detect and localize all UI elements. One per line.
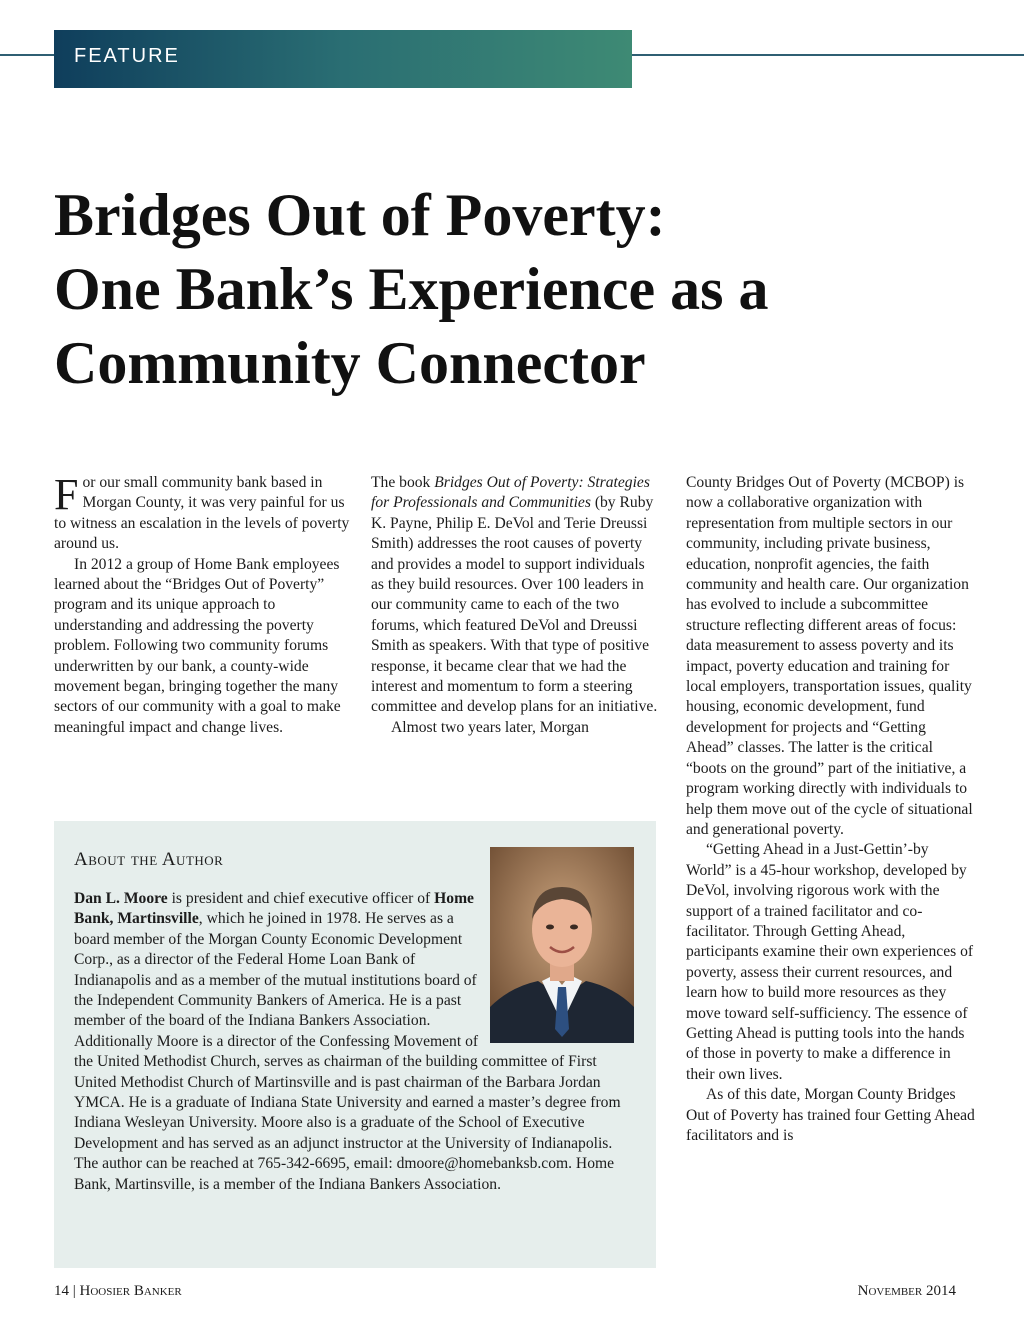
paragraph: As of this date, Morgan County Bridges Out of Poverty has trained four Getting Ahead facilitators and is xyxy=(686,1086,975,1144)
paragraph-text: (by Ruby K. Payne, Philip E. DeVol and Terie Dreussi Smith) addresses the root causes of poverty and provides a model to support individuals as they build resources. Over 100 leaders in our community came to each of the two forums, which featured DeVol and Dreussi Smith as speakers. With that type of positive response, it became clear that we had the interest and momentum to form a steering committee and develop plans for an initiative. xyxy=(371,494,658,716)
paragraph xyxy=(371,473,661,718)
footer-separator: | xyxy=(72,1283,76,1299)
feature-banner xyxy=(54,30,632,88)
drop-cap: F xyxy=(54,470,79,519)
paragraph: “Getting Ahead in a Just-Gettin’-by World” is a 45-hour workshop, developed by DeVol, involving rigorous work with the support of a trained facilitator and co-facilitator. Through Getting Ahead, participants examine their own experiences of poverty, assess their current resources, and learn how to build more resources as they move toward self-sufficiency. The essence of Getting Ahead is putting tools into the hands of those in poverty to make a difference in their own lives. xyxy=(686,841,974,1083)
about-author-heading: About the Author xyxy=(74,849,224,870)
page-number: 14 xyxy=(54,1283,69,1299)
about-author-box xyxy=(54,821,656,1268)
paragraph xyxy=(54,470,354,555)
author-bio-text: , which he joined in 1978. He serves as a board member of the Morgan County Economic Development Corp., as a director of the Federal Home Loan Bank of Indianapolis and as a member of the mutual institutions board of the Independent Community Bankers of America. He is a past member of the board of the Indiana Bankers Association. Additionally Moore is a director of the Confessing Movement of the United Methodist Church, serves as chairman of the building committee of First United Methodist Church of Martinsville and is past chairman of the Barbara Jordan YMCA. He is a graduate of Indiana State University and earned a master’s degree from Indiana Wesleyan University. Moore also is a graduate of the School of Executive Development and has served as an adjunct instructor at the University of Indianapolis. The author can be reached at 765-342-6695, email: dmoore@homebanksb.com. Home Bank, Martinsville, is a member of the Indiana Bankers Association. xyxy=(74,910,621,1193)
author-name: Dan L. Moore xyxy=(74,890,168,907)
book-title: Bridges Out of Poverty: Strategies for Professionals and Communities xyxy=(371,474,650,512)
section-label: FEATURE xyxy=(74,45,180,67)
author-bio-text: is president and chief executive officer of xyxy=(167,890,435,907)
title-line-1: Bridges Out of Poverty: xyxy=(54,182,666,248)
issue-date: November 2014 xyxy=(857,1283,956,1299)
paragraph: In 2012 a group of Home Bank employees learned about the “Bridges Out of Poverty” program and its unique approach to understanding and addressing the poverty problem. Following two community forums underwritten by our bank, a county-wide movement began, bringing together the many sectors of our community with a goal to make meaningful impact and change lives. xyxy=(54,555,341,736)
page-footer-left xyxy=(54,1283,182,1300)
article-title xyxy=(54,178,994,400)
author-bank: Home Bank, Martinsville xyxy=(74,890,474,928)
publication-name: Hoosier Banker xyxy=(79,1283,182,1299)
article-column-3 xyxy=(686,473,976,1146)
paragraph-text: The book xyxy=(371,474,435,491)
title-line-2: One Bank’s Experience as a xyxy=(54,256,769,322)
paragraph: Almost two years later, Morgan xyxy=(391,718,589,736)
author-bio xyxy=(74,889,634,1195)
title-line-3: Community Connector xyxy=(54,330,646,396)
article-column-2 xyxy=(371,473,661,738)
article-column-1 xyxy=(54,470,354,738)
paragraph: County Bridges Out of Poverty (MCBOP) is now a collaborative organization with representation from multiple sectors in our community, including private business, education, nonprofit agencies, the faith community and health care. Our organization has evolved to include a subcommittee structure reflecting different areas of focus: data measurement to assess poverty and its impact, poverty education and training for local employers, transportation issues, quality housing, economic development, fund development for projects and “Getting Ahead” classes. The latter is the critical “boots on the ground” part of the initiative, a program working directly with individuals to help them move out of the cycle of situational and generational poverty. xyxy=(686,474,973,838)
paragraph-text: or our small community bank based in Morgan County, it was very painful for us to witness an escalation in the levels of poverty around us. xyxy=(54,474,350,553)
